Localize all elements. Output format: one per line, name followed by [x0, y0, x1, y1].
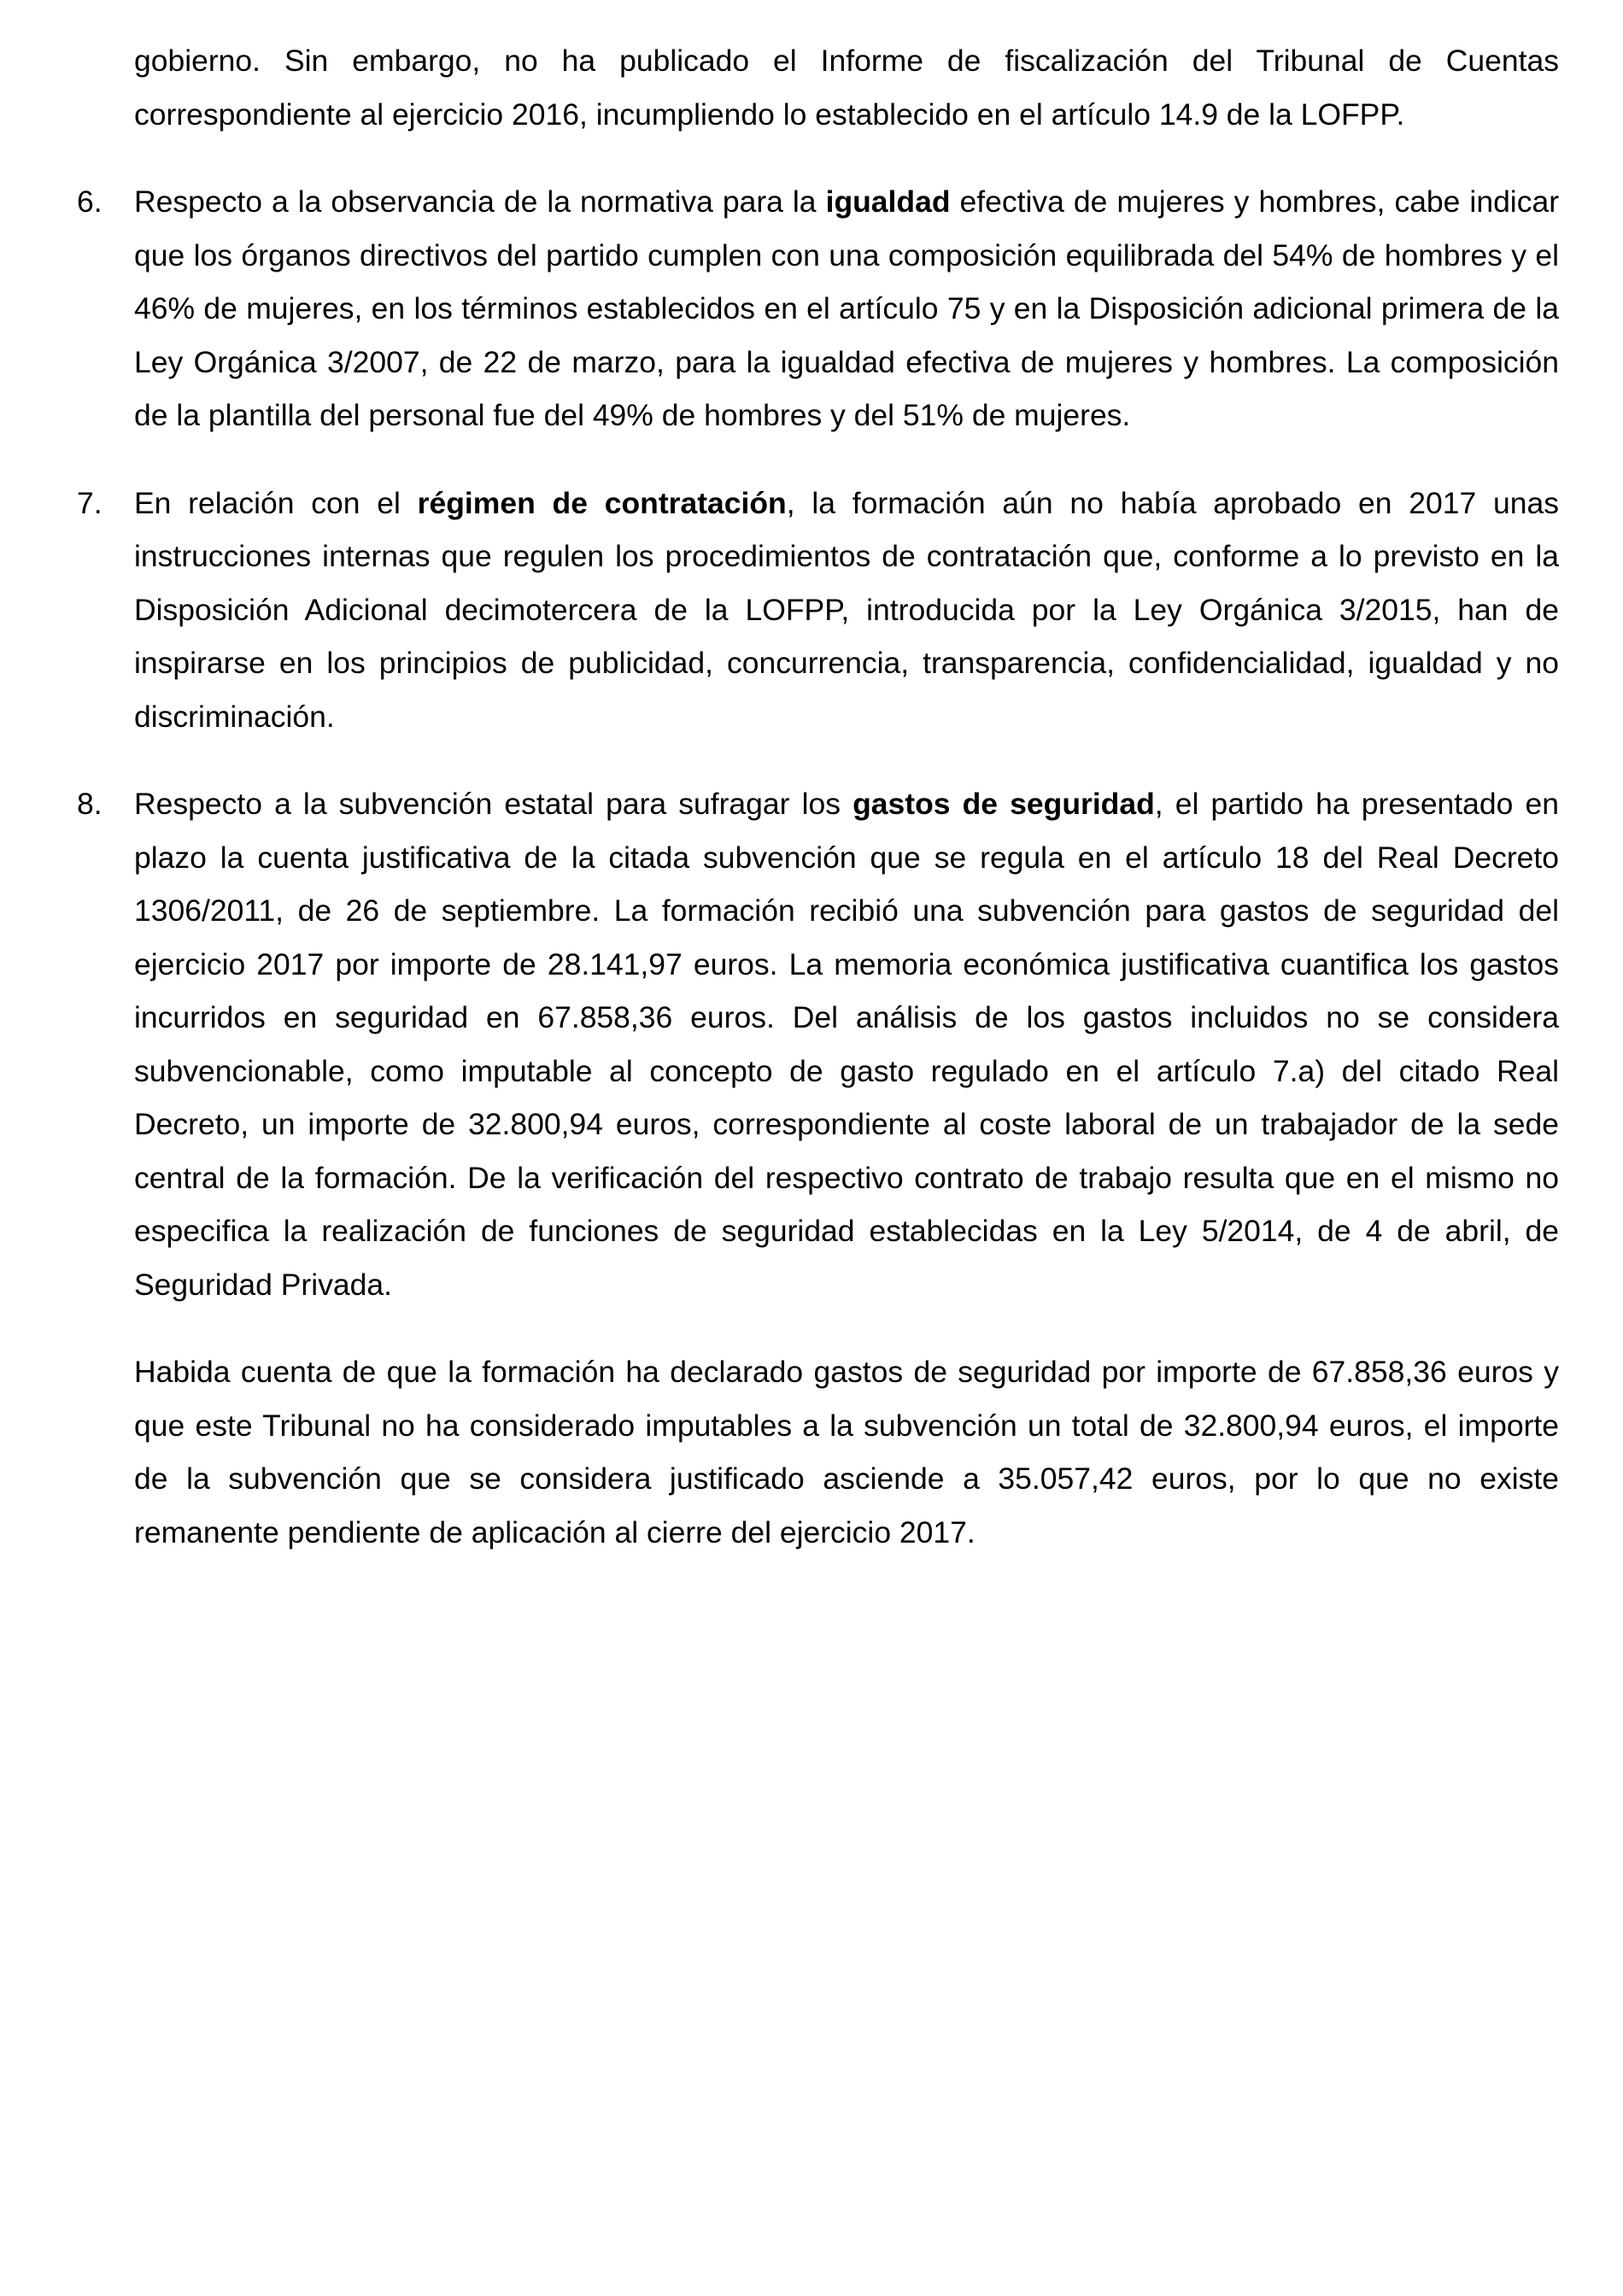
- list-item-text: [134, 777, 1559, 1311]
- list-item-6: [77, 175, 1560, 442]
- list-item-7: [77, 477, 1559, 744]
- text-after-bold: , el partido ha presentado en plazo la cuenta justificativa de la citada subvención que se regula en el artículo 18 del Real Decreto 1306/2011, de 26 de septiembre. La formación recibió una subvención para gastos de seguridad del ejercicio 2017 por importe de 28.141,97 euros. La memoria económica justificativa cuantifica los gastos incurridos en seguridad en 67.858,36 euros. Del análisis de los gastos incluidos no se considera subvencionable, como imputable al concepto de gasto regulado en el artículo 7.a) del citado Real Decreto, un importe de 32.800,94 euros, correspondiente al coste laboral de un trabajador de la sede central de la formación. De la verificación del respectivo contrato de trabajo resulta que en el mismo no especifica la realización de funciones de seguridad establecidas en la Ley 5/2014, de 4 de abril, de Seguridad Privada.: [134, 787, 1559, 1302]
- text-before-bold: Respecto a la observancia de la normativa para la: [134, 184, 826, 219]
- paragraph-spacer: [134, 1311, 1559, 1345]
- list-item-text: [134, 175, 1559, 442]
- list-item-number: 6.: [77, 184, 103, 219]
- paragraph-spacer: [134, 141, 1559, 175]
- text-after-bold: efectiva de mujeres y hombres, cabe indicar que los órganos directivos del partido cumplen con una composición equilibrada del 54% de hombres y el 46% de mujeres, en los términos establecidos en el artículo 75 y en la Disposición adicional primera de la Ley Orgánica 3/2007, de 22 de marzo, para la igualdad efectiva de mujeres y hombres. La composición de la plantilla del personal fue del 49% de hombres y del 51% de mujeres.: [134, 184, 1560, 432]
- paragraph-spacer: [134, 442, 1559, 477]
- list-item-number: 8.: [77, 787, 103, 821]
- list-item-text: [134, 477, 1559, 744]
- paragraph-spacer: [134, 743, 1559, 777]
- closing-paragraph: Habida cuenta de que la formación ha declarado gastos de seguridad por importe de 67.858,36 euros y que este Tribunal no ha considerado imputables a la subvención un total de 32.800,94 euros, el importe de la subvención que se considera justificado asciende a 35.057,42 euros, por lo que no existe remanente pendiente de aplicación al cierre del ejercicio 2017.: [134, 1355, 1559, 1549]
- list-item-number: 7.: [77, 485, 103, 520]
- document-body: [77, 34, 1560, 1559]
- text-after-bold: , la formación aún no había aprobado en 2017 unas instrucciones internas que regulen los procedimientos de contratación que, conforme a lo previsto en la Disposición Adicional decimotercera de la LOFPP, introducida por la Ley Orgánica 3/2015, han de inspirarse en los principios de publicidad, concurrencia, transparencia, confidencialidad, igualdad y no discriminación.: [134, 485, 1559, 734]
- text-before-bold: En relación con el: [134, 485, 418, 520]
- bold-term-igualdad: igualdad: [825, 184, 951, 219]
- intro-paragraph: gobierno. Sin embargo, no ha publicado el Informe de fiscalización del Tribunal de Cuentas correspondiente al ejercicio 2016, incumpliendo lo establecido en el artículo 14.9 de la LOFPP.: [134, 44, 1559, 132]
- text-before-bold: Respecto a la subvención estatal para sufragar los: [134, 787, 853, 821]
- bold-term-regimen-contratacion: régimen de contratación: [417, 485, 787, 520]
- bold-term-gastos-seguridad: gastos de seguridad: [853, 787, 1155, 821]
- list-item-8: [77, 777, 1559, 1311]
